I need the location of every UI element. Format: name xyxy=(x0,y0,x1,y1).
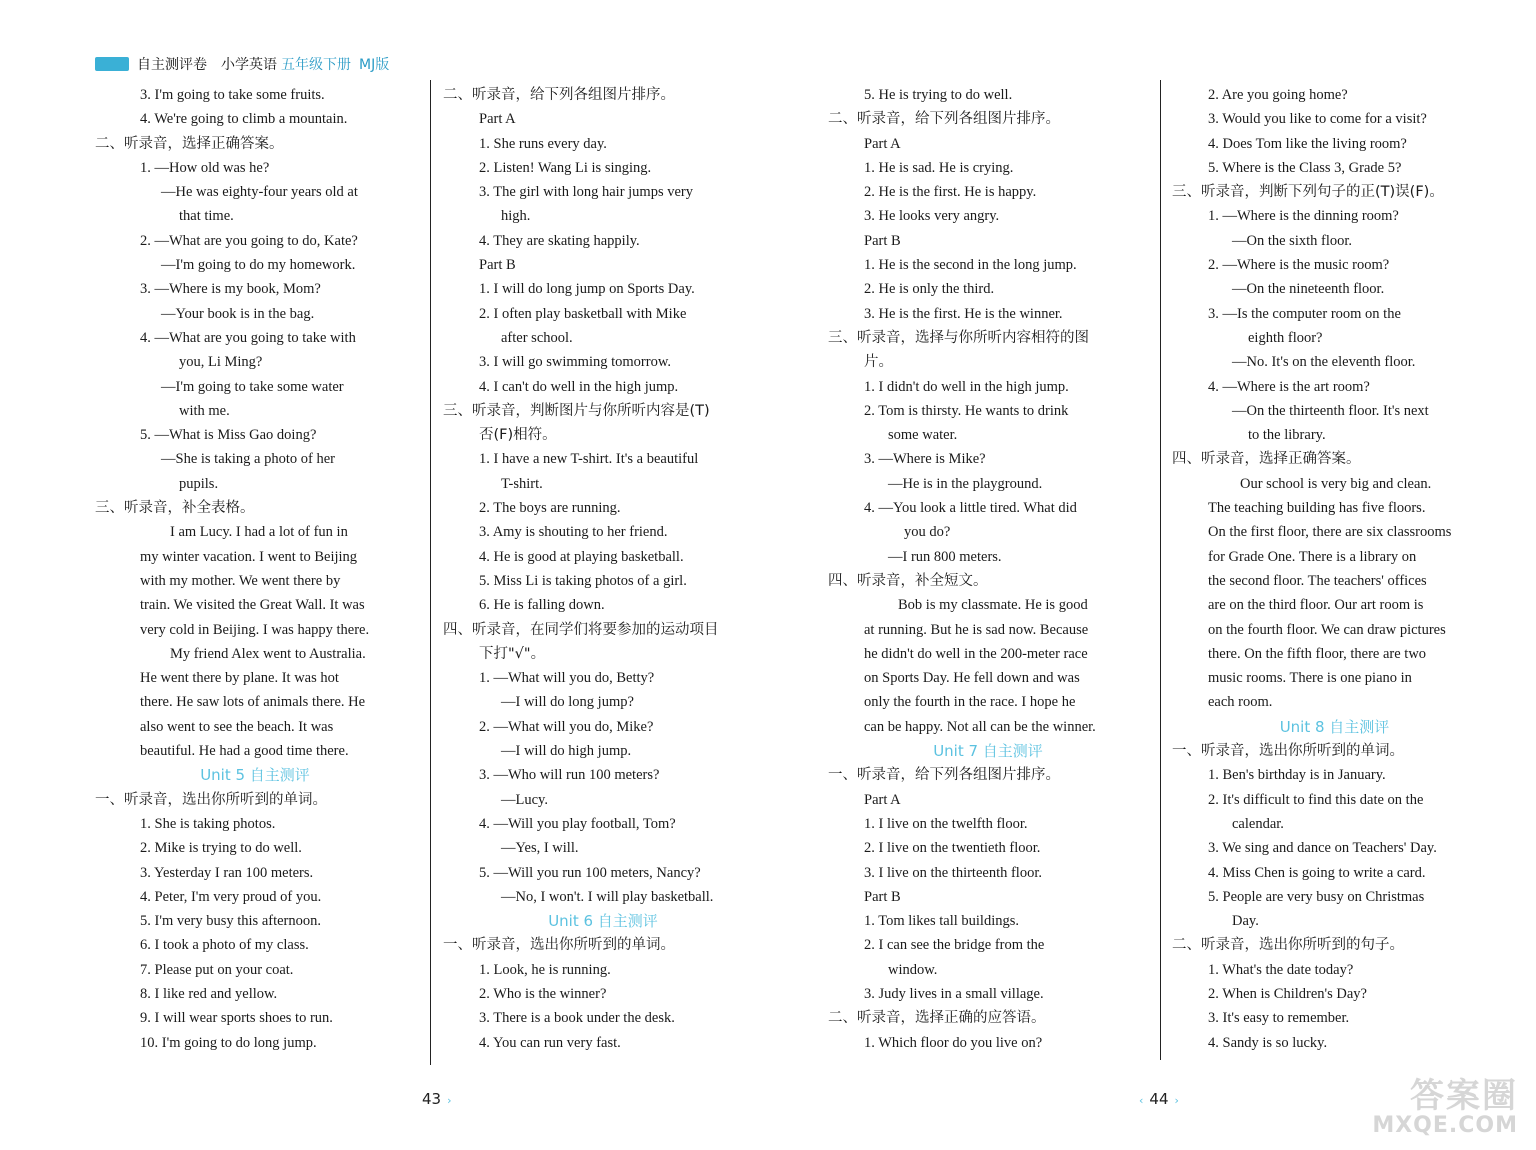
text-line: 5. Miss Li is taking photos of a girl. xyxy=(479,572,687,589)
text-line: —No. It's on the eleventh floor. xyxy=(1232,354,1416,371)
text-line: 1. I will do long jump on Sports Day. xyxy=(479,281,695,298)
text-line: 10. I'm going to do long jump. xyxy=(140,1034,317,1051)
text-line: 4. —What are you going to take with xyxy=(140,329,356,346)
text-line: at running. But he is sad now. Because xyxy=(864,621,1089,638)
text-line: 9. I will wear sports shoes to run. xyxy=(140,1010,333,1027)
arrow-left-icon: ‹ xyxy=(1139,1094,1144,1107)
text-line: Our school is very big and clean. xyxy=(1240,475,1432,492)
arrow-right-icon: › xyxy=(1174,1094,1179,1107)
text-line: 5. He is trying to do well. xyxy=(864,87,1013,103)
text-line: you do? xyxy=(904,524,951,541)
text-line: 4. —Where is the art room? xyxy=(1208,378,1370,395)
text-line: —I will do long jump? xyxy=(501,694,634,711)
text-line: only the fourth in the race. I hope he xyxy=(864,694,1076,711)
text-line: Bob is my classmate. He is good xyxy=(898,597,1088,614)
text-line: —On the thirteenth floor. It's next xyxy=(1232,402,1429,419)
text-line: —Lucy. xyxy=(501,791,548,808)
text-line: 1. Which floor do you live on? xyxy=(864,1034,1043,1051)
text-line: 4. Peter, I'm very proud of you. xyxy=(140,888,322,905)
text-line: —Your book is in the bag. xyxy=(161,305,315,322)
section-heading: 三、听录音，补全表格。 xyxy=(95,500,255,517)
text-line: 1. Tom likes tall buildings. xyxy=(864,913,1019,930)
text-line: 3. I live on the thirteenth floor. xyxy=(864,864,1042,881)
text-line: high. xyxy=(501,208,531,225)
text-line: 2. He is only the third. xyxy=(864,281,995,298)
column-4 xyxy=(1172,83,1497,1055)
text-line: 2. —What are you going to do, Kate? xyxy=(140,232,358,249)
text-line: pupils. xyxy=(179,475,219,492)
text-line: beautiful. He had a good time there. xyxy=(140,743,349,760)
section-heading: 二、听录音，选择正确答案。 xyxy=(95,135,284,152)
text-line: —I run 800 meters. xyxy=(888,548,1002,565)
text-line: 1. She is taking photos. xyxy=(140,815,276,832)
text-line: Day. xyxy=(1232,913,1259,930)
text-line: 2. Listen! Wang Li is singing. xyxy=(479,159,652,176)
text-line: 7. Please put on your coat. xyxy=(140,961,294,978)
header xyxy=(95,52,389,76)
text-line: the second floor. The teachers' offices xyxy=(1208,572,1427,589)
text-line: some water. xyxy=(888,427,958,444)
text-line: 1. —Where is the dinning room? xyxy=(1208,208,1399,225)
text-line: 3. —Who will run 100 meters? xyxy=(479,767,660,784)
text-line: to the library. xyxy=(1248,427,1326,444)
text-line: you, Li Ming? xyxy=(179,354,263,371)
section-heading: 二、听录音，给下列各组图片排序。 xyxy=(828,111,1060,128)
text-line: 1. He is the second in the long jump. xyxy=(864,257,1077,274)
text-line: 2. —Where is the music room? xyxy=(1208,257,1390,274)
text-line: 4. —You look a little tired. What did xyxy=(864,500,1077,517)
text-line: 2. The boys are running. xyxy=(479,500,621,517)
text-line: 1. I didn't do well in the high jump. xyxy=(864,378,1069,395)
text-line: 5. I'm very busy this afternoon. xyxy=(140,913,322,930)
text-line: —No, I won't. I will play basketball. xyxy=(501,888,714,905)
watermark xyxy=(1372,1078,1518,1138)
text-line: 2. —What will you do, Mike? xyxy=(479,718,654,735)
text-line: 1. Look, he is running. xyxy=(479,961,611,978)
text-line: eighth floor? xyxy=(1248,329,1323,346)
text-line: 1. I live on the twelfth floor. xyxy=(864,815,1028,832)
text-line: 3. He looks very angry. xyxy=(864,208,1000,225)
text-line: 3. Yesterday I ran 100 meters. xyxy=(140,864,314,881)
text-line: —Yes, I will. xyxy=(501,840,579,857)
text-line: very cold in Beijing. I was happy there. xyxy=(140,621,370,638)
text-line: 2. I can see the bridge from the xyxy=(864,937,1045,954)
page-number-left-value: 43 xyxy=(422,1090,442,1108)
text-line: 1. —How old was he? xyxy=(140,159,270,176)
text-line: 3. —Where is Mike? xyxy=(864,451,986,468)
text-line: for Grade One. There is a library on xyxy=(1208,548,1417,565)
text-line: he didn't do well in the 200-meter race xyxy=(864,645,1088,662)
text-line: music rooms. There is one piano in xyxy=(1208,670,1412,687)
text-line: —I will do high jump. xyxy=(501,743,632,760)
page-number-left xyxy=(422,1090,458,1108)
text-line: calendar. xyxy=(1232,815,1284,832)
section-heading: 一、听录音，选出你所听到的单词。 xyxy=(1172,743,1404,760)
column-divider-right xyxy=(1160,80,1161,1060)
unit-heading: Unit 5 自主测评 xyxy=(200,766,310,785)
text-line: Part A xyxy=(864,791,901,808)
text-line: —On the nineteenth floor. xyxy=(1232,281,1385,298)
text-line: 5. —Will you run 100 meters, Nancy? xyxy=(479,864,701,881)
section-heading: 三、听录音，判断下列句子的正(T)误(F)。 xyxy=(1172,184,1444,201)
header-subject: 小学英语 xyxy=(221,57,277,73)
page-number-right-value: 44 xyxy=(1149,1090,1169,1108)
text-line: with my mother. We went there by xyxy=(140,572,341,589)
arrow-right-icon: › xyxy=(447,1094,452,1107)
text-line: 4. —Will you play football, Tom? xyxy=(479,815,676,832)
header-edition: MJ版 xyxy=(359,57,390,73)
text-line: after school. xyxy=(501,329,573,346)
text-line: —On the sixth floor. xyxy=(1232,232,1353,249)
section-heading: 四、听录音，选择正确答案。 xyxy=(1172,451,1361,468)
column-3 xyxy=(828,83,1148,1055)
text-line: 5. People are very busy on Christmas xyxy=(1208,888,1425,905)
text-line: 1. —What will you do, Betty? xyxy=(479,670,655,687)
section-heading: 片。 xyxy=(864,354,893,371)
text-line: there. On the fifth floor, there are two xyxy=(1208,645,1427,662)
unit-heading: Unit 8 自主测评 xyxy=(1279,717,1390,736)
text-line: on Sports Day. He fell down and was xyxy=(864,670,1080,687)
text-line: Part A xyxy=(864,135,901,152)
text-line: 4. Does Tom like the living room? xyxy=(1208,135,1407,152)
text-line: 6. I took a photo of my class. xyxy=(140,937,309,954)
header-accent-bar xyxy=(95,57,129,71)
section-heading: 下打"√"。 xyxy=(479,645,546,662)
text-line: 2. Are you going home? xyxy=(1208,87,1348,103)
unit-heading: Unit 6 自主测评 xyxy=(548,912,658,931)
section-heading: 二、听录音，选出你所听到的句子。 xyxy=(1172,937,1404,954)
text-line: My friend Alex went to Australia. xyxy=(170,645,366,662)
section-heading: 否(F)相符。 xyxy=(479,427,557,444)
text-line: my winter vacation. I went to Beijing xyxy=(140,548,358,565)
text-line: 5. —What is Miss Gao doing? xyxy=(140,427,317,444)
text-line: 3. I will go swimming tomorrow. xyxy=(479,354,671,371)
text-line: On the first floor, there are six classrooms xyxy=(1208,524,1452,541)
section-heading: 一、听录音，选出你所听到的单词。 xyxy=(443,937,675,954)
watermark-line1: 答案圈 xyxy=(1410,1076,1518,1116)
text-line: that time. xyxy=(179,208,234,225)
text-line: 1. What's the date today? xyxy=(1208,961,1354,978)
section-heading: 二、听录音，给下列各组图片排序。 xyxy=(443,87,675,103)
text-line: are on the third floor. Our art room is xyxy=(1208,597,1424,614)
text-line: 3. We sing and dance on Teachers' Day. xyxy=(1208,840,1437,857)
text-line: T-shirt. xyxy=(501,475,543,492)
text-line: 1. Ben's birthday is in January. xyxy=(1208,767,1386,784)
text-line: also went to see the beach. It was xyxy=(140,718,334,735)
watermark-line2: MXQE.COM xyxy=(1372,1113,1518,1138)
text-line: —I'm going to do my homework. xyxy=(161,257,356,274)
unit-heading: Unit 7 自主测评 xyxy=(933,742,1043,761)
text-line: 4. I can't do well in the high jump. xyxy=(479,378,679,395)
text-line: can be happy. Not all can be the winner. xyxy=(864,718,1096,735)
text-line: window. xyxy=(888,961,938,978)
text-line: The teaching building has five floors. xyxy=(1208,500,1426,517)
text-line: 4. We're going to climb a mountain. xyxy=(140,111,348,128)
text-line: 1. She runs every day. xyxy=(479,135,607,152)
text-line: 3. It's easy to remember. xyxy=(1208,1010,1350,1027)
text-line: 3. Judy lives in a small village. xyxy=(864,985,1044,1002)
text-line: 2. I live on the twentieth floor. xyxy=(864,840,1041,857)
text-line: 3. The girl with long hair jumps very xyxy=(479,184,693,201)
text-line: 3. —Where is my book, Mom? xyxy=(140,281,321,298)
text-line: Part A xyxy=(479,111,516,128)
text-line: 1. I have a new T-shirt. It's a beautiful xyxy=(479,451,699,468)
text-line: train. We visited the Great Wall. It was xyxy=(140,597,365,614)
text-line: 3. —Is the computer room on the xyxy=(1208,305,1401,322)
text-line: each room. xyxy=(1208,694,1273,711)
text-line: 2. When is Children's Day? xyxy=(1208,985,1367,1002)
section-heading: 二、听录音，选择正确的应答语。 xyxy=(828,1010,1046,1027)
text-line: 2. Mike is trying to do well. xyxy=(140,840,302,857)
column-1 xyxy=(95,83,415,1055)
text-line: 4. You can run very fast. xyxy=(479,1034,621,1051)
text-line: 2. It's difficult to find this date on the xyxy=(1208,791,1424,808)
text-line: 3. Amy is shouting to her friend. xyxy=(479,524,668,541)
text-line: on the fourth floor. We can draw pictures xyxy=(1208,621,1446,638)
text-line: 3. He is the first. He is the winner. xyxy=(864,305,1063,322)
column-2 xyxy=(443,83,763,1055)
text-line: Part B xyxy=(864,888,901,905)
text-line: 4. Miss Chen is going to write a card. xyxy=(1208,864,1426,881)
column-divider-left xyxy=(430,80,431,1065)
header-grade: 五年级下册 xyxy=(281,57,351,73)
text-line: —I'm going to take some water xyxy=(161,378,344,395)
text-line: 2. Who is the winner? xyxy=(479,985,607,1002)
section-heading: 三、听录音，选择与你所听内容相符的图 xyxy=(828,329,1089,346)
section-heading: 一、听录音，给下列各组图片排序。 xyxy=(828,767,1060,784)
text-line: 4. Sandy is so lucky. xyxy=(1208,1034,1328,1051)
text-line: 4. He is good at playing basketball. xyxy=(479,548,684,565)
text-line: —He was eighty-four years old at xyxy=(161,184,358,201)
text-line: Part B xyxy=(479,257,516,274)
text-line: with me. xyxy=(179,402,230,419)
text-line: Part B xyxy=(864,232,901,249)
text-line: there. He saw lots of animals there. He xyxy=(140,694,366,711)
text-line: 3. There is a book under the desk. xyxy=(479,1010,675,1027)
text-line: 2. He is the first. He is happy. xyxy=(864,184,1037,201)
text-line: 2. I often play basketball with Mike xyxy=(479,305,687,322)
text-line: 6. He is falling down. xyxy=(479,597,605,614)
text-line: 3. I'm going to take some fruits. xyxy=(140,87,325,103)
section-heading: 一、听录音，选出你所听到的单词。 xyxy=(95,791,327,808)
text-line: 3. Would you like to come for a visit? xyxy=(1208,111,1427,128)
text-line: He went there by plane. It was hot xyxy=(140,670,339,687)
section-heading: 四、听录音，补全短文。 xyxy=(828,572,988,589)
section-heading: 四、听录音，在同学们将要参加的运动项目 xyxy=(443,621,719,638)
text-line: 1. He is sad. He is crying. xyxy=(864,159,1014,176)
text-line: 8. I like red and yellow. xyxy=(140,985,278,1002)
text-line: —She is taking a photo of her xyxy=(161,451,335,468)
text-line: 5. Where is the Class 3, Grade 5? xyxy=(1208,159,1402,176)
header-brand: 自主测评卷 xyxy=(137,57,207,73)
text-line: 2. Tom is thirsty. He wants to drink xyxy=(864,402,1069,419)
text-line: —He is in the playground. xyxy=(888,475,1043,492)
text-line: I am Lucy. I had a lot of fun in xyxy=(170,524,348,541)
page-number-right xyxy=(1133,1090,1185,1108)
section-heading: 三、听录音，判断图片与你所听内容是(T) xyxy=(443,402,710,419)
text-line: 4. They are skating happily. xyxy=(479,232,640,249)
